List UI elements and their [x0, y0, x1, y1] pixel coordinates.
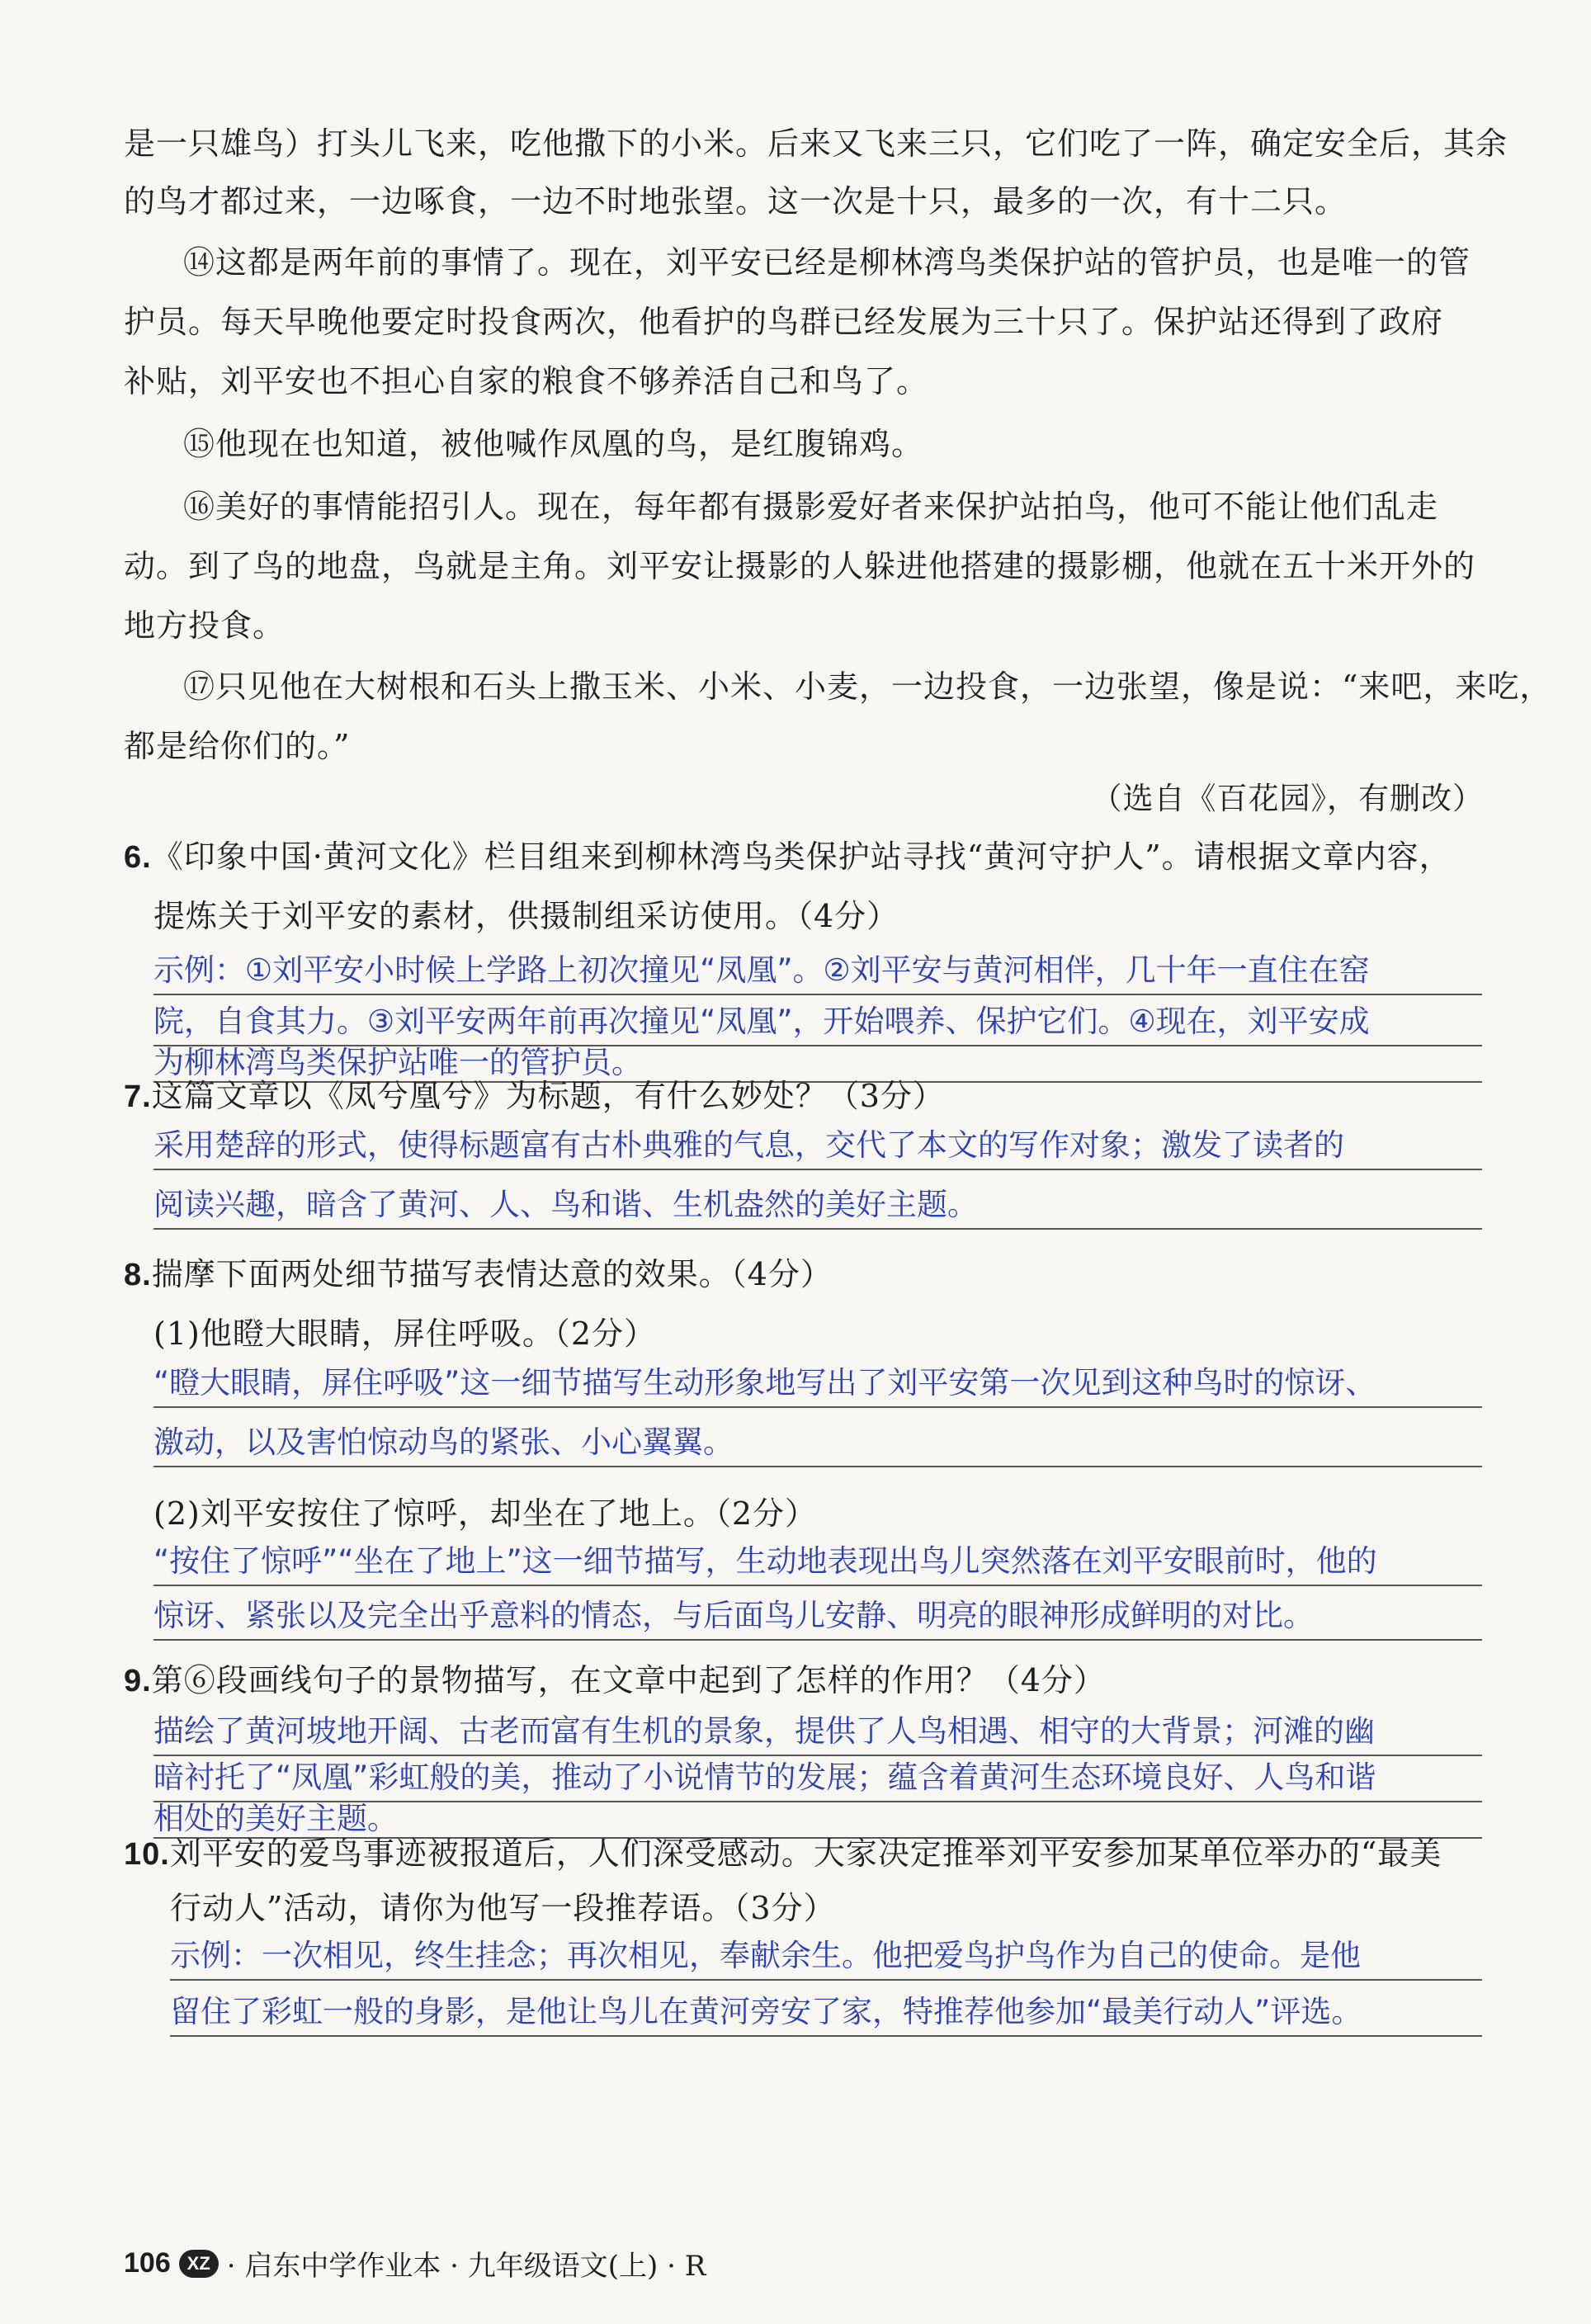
sub-question-2: (2)刘平安按住了惊呼，却坐在了地上。（2分） [153, 1495, 818, 1532]
question-6 [124, 834, 1452, 881]
passage-line: 补贴，刘平安也不担心自家的粮食不够养活自己和鸟了。 [124, 363, 929, 399]
answer-line: “瞪大眼睛，屏住呼吸”这一细节描写生动形象地写出了刘平安第一次见到这种鸟时的惊讶、 [153, 1360, 1482, 1408]
answer-line: 激动，以及害怕惊动鸟的紧张、小心翼翼。 [153, 1419, 1482, 1467]
source-citation: （选自《百花园》，有删改） [1091, 781, 1484, 816]
question-9 [124, 1657, 1106, 1704]
page-number: 106 [124, 2247, 171, 2279]
publisher-logo-icon: XZ [179, 2250, 219, 2278]
answer-line: 阅读兴趣，暗含了黄河、人、鸟和谐、生机盎然的美好主题。 [153, 1182, 1482, 1230]
sub-question-1: (1)他瞪大眼睛，屏住呼吸。（2分） [153, 1316, 657, 1352]
page-footer [124, 2243, 706, 2284]
book-title: · 启东中学作业本 · 九年级语文(上) · R [226, 2250, 706, 2283]
question-7 [124, 1073, 945, 1120]
answer-line: 留住了彩虹一般的身影，是他让鸟儿在黄河旁安了家，特推荐他参加“最美行动人”评选。 [170, 1989, 1482, 2037]
answer-line: “按住了惊呼”“坐在了地上”这一细节描写，生动地表现出鸟儿突然落在刘平安眼前时，他的 [153, 1538, 1482, 1586]
paragraph-15: ⑮他现在也知道，被他喊作凤凰的鸟，是红腹锦鸡。 [183, 426, 924, 462]
passage-line: 护员。每天早晚他要定时投食两次，他看护的鸟群已经发展为三十只了。保护站还得到了政府 [124, 304, 1444, 340]
answer-line: 为柳林湾鸟类保护站唯一的管护员。 [153, 1045, 1482, 1083]
question-number: 7. [124, 1079, 152, 1114]
paragraph-17: ⑰只见他在大树根和石头上撒玉米、小米、小麦，一边投食，一边张望，像是说：“来吧，来吃， [183, 668, 1552, 705]
question-number: 8. [124, 1258, 152, 1292]
passage-line: 地方投食。 [124, 607, 286, 644]
question-number: 10. [124, 1837, 170, 1872]
answer-line: 暗衬托了“凤凰”彩虹般的美，推动了小说情节的发展；蕴含着黄河生态环境良好、人鸟和谐 [153, 1755, 1482, 1802]
paragraph-16: ⑯美好的事情能招引人。现在，每年都有摄影爱好者来保护站拍鸟，他可不能让他们乱走 [183, 489, 1439, 525]
question-text: 行动人”活动，请你为他写一段推荐语。（3分） [170, 1890, 836, 1926]
question-number: 9. [124, 1664, 152, 1698]
question-text: 刘平安的爱鸟事迹被报道后，人们深受感动。大家决定推举刘平安参加某单位举办的“最美 [169, 1835, 1442, 1872]
passage-line: 的鸟才都过来，一边啄食，一边不时地张望。这一次是十只，最多的一次，有十二只。 [124, 183, 1348, 220]
answer-line: 惊讶、紧张以及完全出乎意料的情态，与后面鸟儿安静、明亮的眼神形成鲜明的对比。 [153, 1593, 1482, 1641]
question-text: 提炼关于刘平安的素材，供摄制组采访使用。（4分） [153, 898, 899, 934]
question-text: 第⑥段画线句子的景物描写，在文章中起到了怎样的作用？（4分） [151, 1662, 1106, 1698]
question-text: 这篇文章以《凤兮凰兮》为标题，有什么妙处？（3分） [151, 1078, 945, 1114]
answer-line: 示例：①刘平安小时候上学路上初次撞见“凤凰”。②刘平安与黄河相伴，几十年一直住在窑 [153, 947, 1482, 995]
question-text: 《印象中国·黄河文化》栏目组来到柳林湾鸟类保护站寻找“黄河守护人”。请根据文章内容， [151, 838, 1452, 875]
question-text: 揣摩下面两处细节描写表情达意的效果。（4分） [151, 1256, 833, 1292]
passage-line: 是一只雄鸟）打头儿飞来，吃他撒下的小米。后来又飞来三只，它们吃了一阵，确定安全后，其余 [124, 125, 1508, 162]
answer-line: 相处的美好主题。 [153, 1801, 1482, 1839]
question-8 [124, 1251, 833, 1298]
paragraph-14: ⑭这都是两年前的事情了。现在，刘平安已经是柳林湾鸟类保护站的管护员，也是唯一的管 [183, 244, 1471, 281]
answer-line: 描绘了黄河坡地开阔、古老而富有生机的景象，提供了人鸟相遇、相守的大背景；河滩的幽 [153, 1708, 1482, 1756]
passage-line: 动。到了鸟的地盘，鸟就是主角。刘平安让摄影的人躲进他搭建的摄影棚，他就在五十米开外的 [124, 548, 1476, 584]
answer-line: 示例：一次相见，终生挂念；再次相见，奉献余生。他把爱鸟护鸟作为自己的使命。是他 [170, 1933, 1482, 1981]
question-10 [124, 1830, 1442, 1878]
answer-line: 院，自食其力。③刘平安两年前再次撞见“凤凰”，开始喂养、保护它们。④现在，刘平安成 [153, 999, 1482, 1046]
answer-line: 采用楚辞的形式，使得标题富有古朴典雅的气息，交代了本文的写作对象；激发了读者的 [153, 1122, 1482, 1170]
passage-line: 都是给你们的。” [124, 728, 351, 764]
question-number: 6. [124, 840, 152, 875]
